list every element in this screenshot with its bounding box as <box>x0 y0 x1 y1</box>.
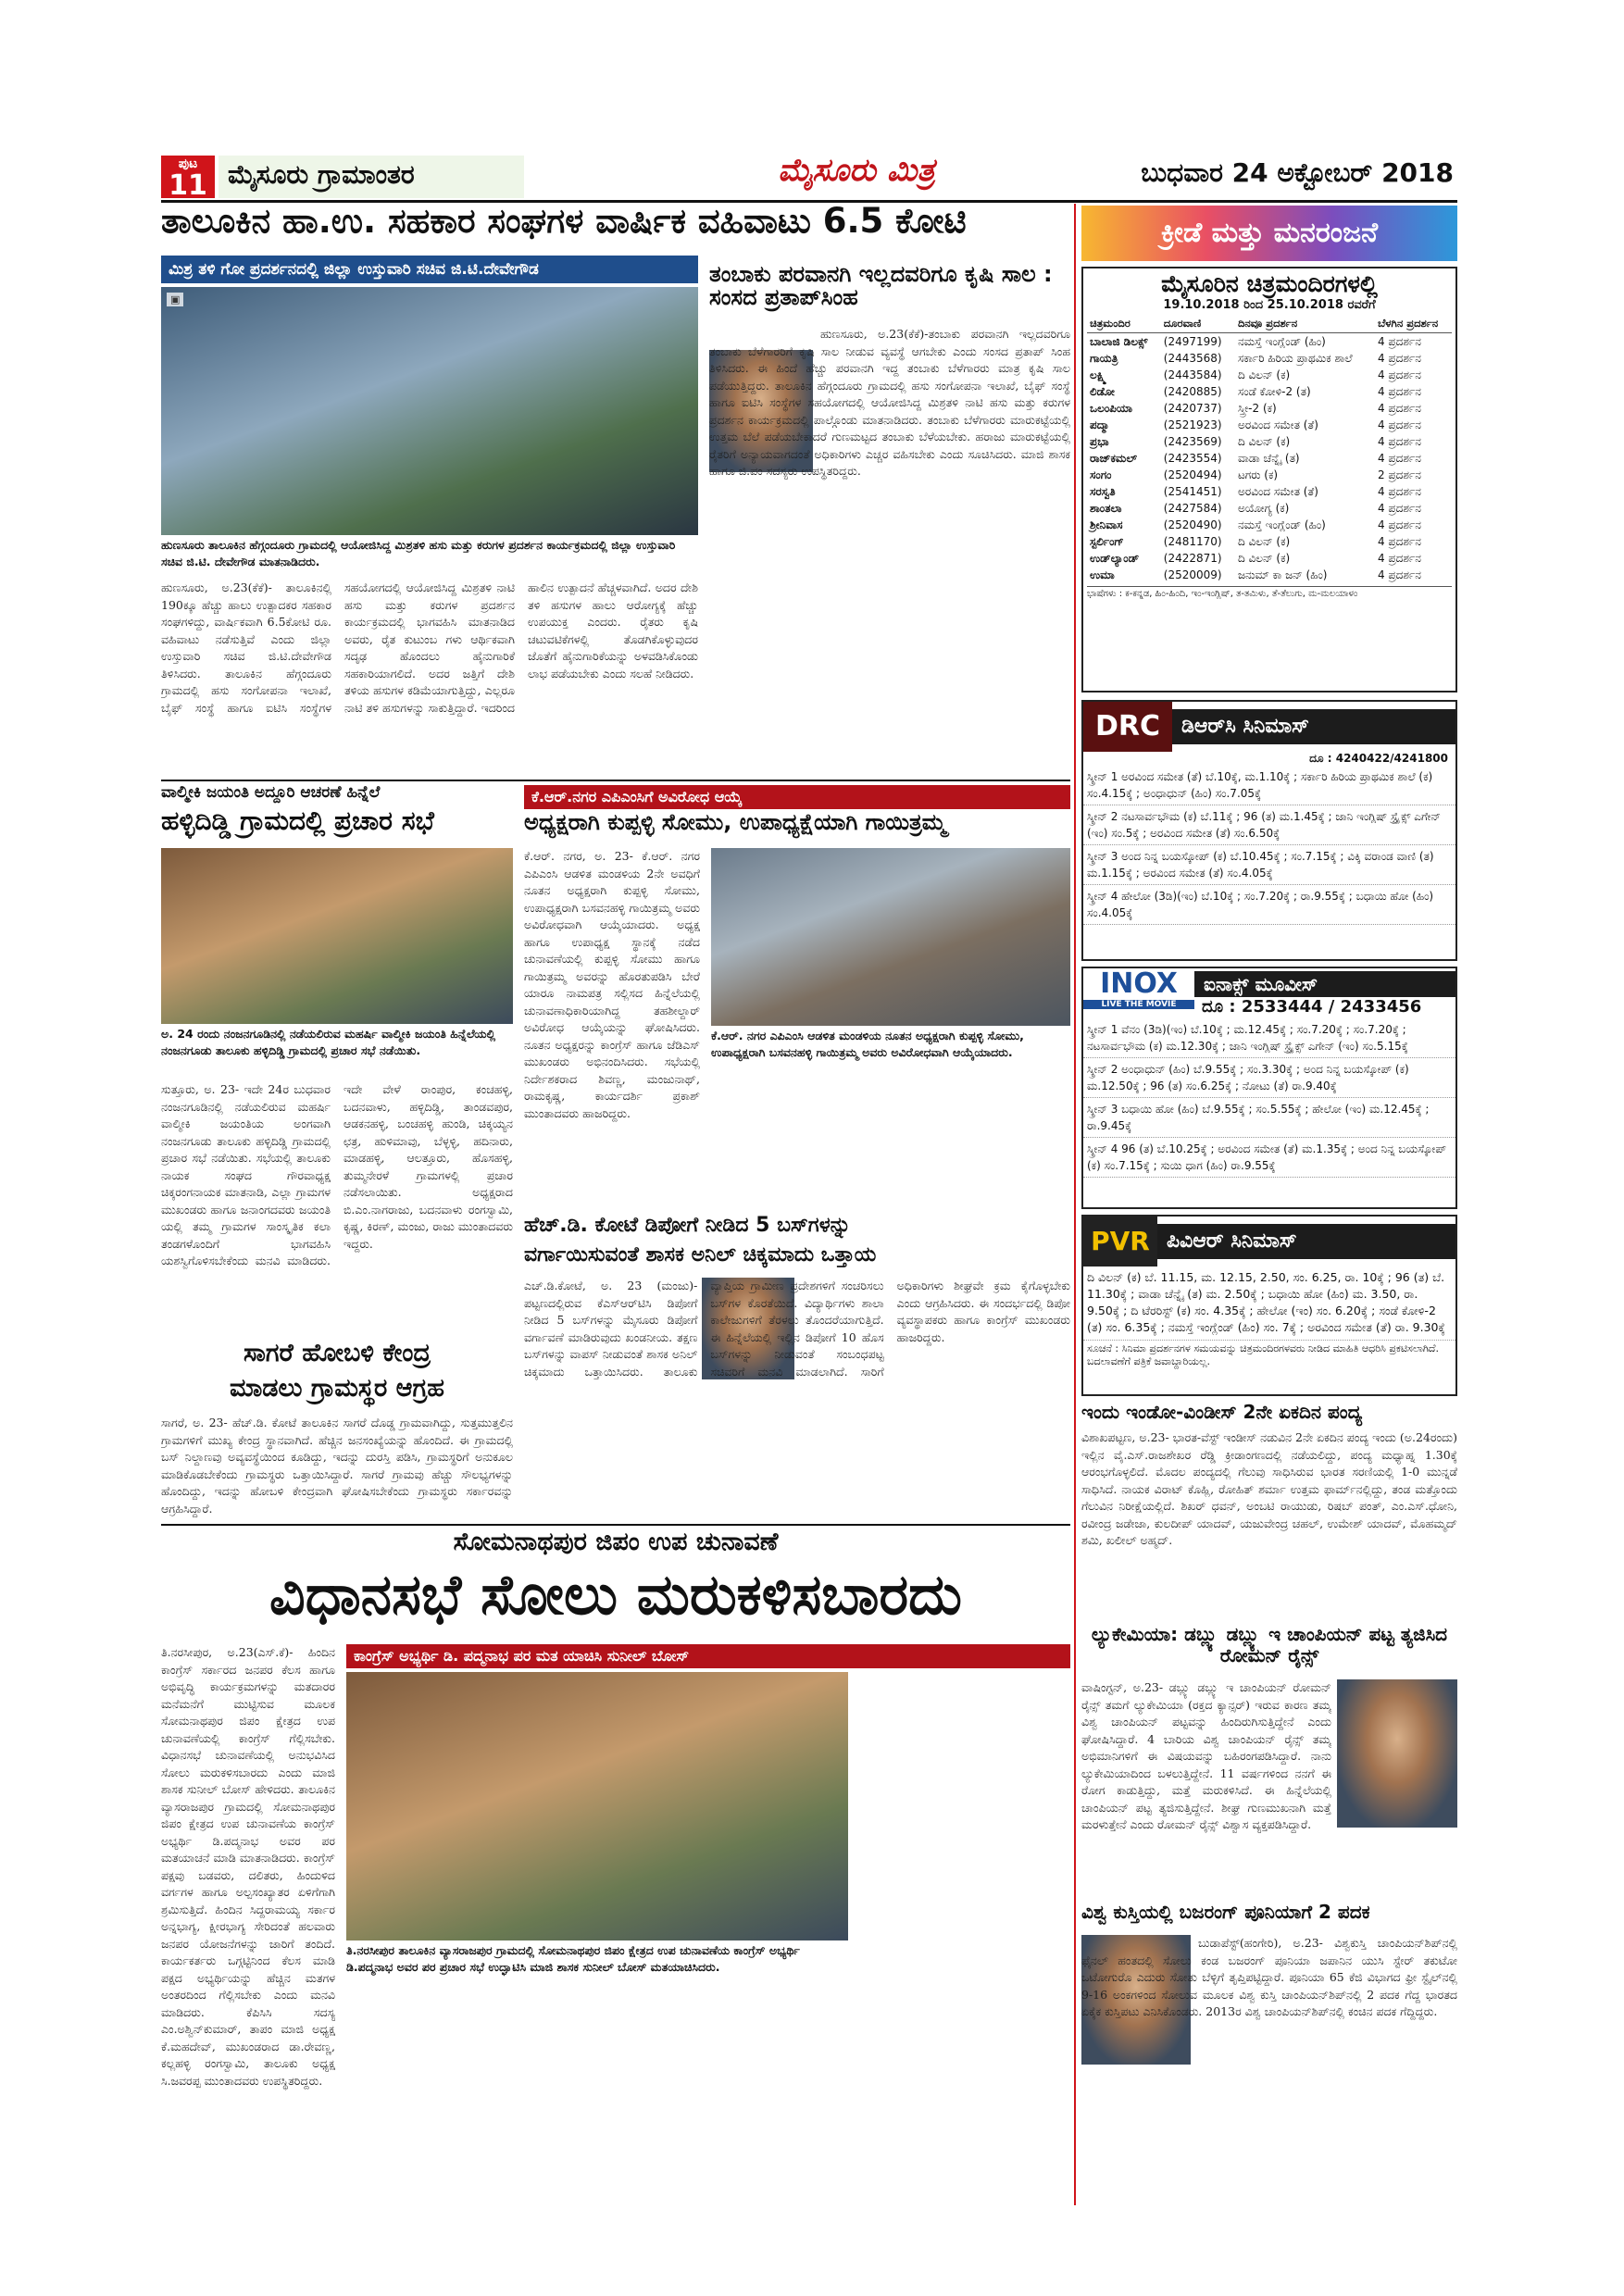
masthead-rule <box>161 200 1457 203</box>
theatre-name: ಲಕ್ಷ್ಮಿ <box>1090 368 1106 381</box>
inox-logo <box>1083 968 1194 1018</box>
theatre-name: ಶಾಂತಲಾ <box>1090 501 1122 515</box>
theatre-phone: (2541451) <box>1163 484 1222 498</box>
inox-movies <box>1081 967 1457 1209</box>
bypoll-kicker: ಸೋಮನಾಥಪುರ ಜಿಪಂ ಉಪ ಚುನಾವಣೆ <box>453 1529 779 1556</box>
show-count: 4 ಪ್ರದರ್ಶನ <box>1377 384 1421 398</box>
cinema-row <box>1087 433 1452 450</box>
cinema-table <box>1087 316 1452 582</box>
sports-banner: ಕ್ರೀಡೆ ಮತ್ತು ಮನರಂಜನೆ <box>1081 206 1457 261</box>
theatre-name: ಪದ್ಮಾ <box>1090 418 1110 431</box>
newspaper-logo: ಮೈಸೂರು ಮಿತ್ರ <box>778 152 935 189</box>
theatre-name: ಸ್ಟರ್ಲಿಂಗ್ <box>1090 534 1124 548</box>
show-count: 4 ಪ್ರದರ್ಶನ <box>1377 401 1421 415</box>
page-label: ಪುಟ <box>178 156 198 171</box>
krishi-headline: ತಂಬಾಕು ಪರವಾನಗಿ ಇಲ್ಲದವರಿಗೂ ಕೃಷಿ ಸಾಲ : ಸಂಸದ ಪ್ರತಾಪ್‌ಸಿಂಹ <box>709 263 1053 311</box>
theatre-phone: (2420737) <box>1163 401 1222 415</box>
inox-shows <box>1083 1018 1455 1178</box>
bypoll-body-bottom <box>346 2016 1070 2205</box>
show-count: 4 ಪ್ರದರ್ಶನ <box>1377 534 1421 548</box>
theatre-name: ಸಂಗಂ <box>1090 468 1112 481</box>
knagar-headline: ಅಧ್ಯಕ್ಷರಾಗಿ ಕುಪ್ಪಳ್ಳಿ ಸೋಮು, ಉಪಾಧ್ಯಕ್ಷೆಯಾಗಿ ಗಾಯಿತ್ರಮ್ಮ <box>524 811 946 835</box>
knagar-body: ಕೆ.ಆರ್. ನಗರ, ಅ. 23- ಕೆ.ಆರ್. ನಗರ ಎಪಿಎಂಸಿ ಆಡಳಿತ ಮಂಡಳಿಯ 2ನೇ ಅವಧಿಗೆ ನೂತನ ಅಧ್ಯಕ್ಷರಾಗಿ ಕುಪ್ಪಳ್ಳಿ ಸೋಮು, ಉಪಾಧ್ಯಕ್ಷರಾಗಿ ಬಸವನಹಳ್ಳಿ ಗಾಯಿತ್ರಮ್ಮ ಅವರು ಅವಿರೋಧವಾಗಿ ಆಯ್ಕೆಯಾದರು. ಅಧ್ಯಕ್ಷ ಹಾಗೂ ಉಪಾಧ್ಯಕ್ಷ ಸ್ಥಾನಕ್ಕೆ ನಡೆದ ಚುನಾವಣೆಯಲ್ಲಿ ಕುಪ್ಪಳ್ಳಿ ಸೋಮು ಹಾಗೂ ಗಾಯಿತ್ರಮ್ಮ ಅವರನ್ನು ಹೊರತುಪಡಿಸಿ ಬೇರೆ ಯಾರೂ ನಾಮಪತ್ರ ಸಲ್ಲಿಸದ ಹಿನ್ನೆಲೆಯಲ್ಲಿ ಚುನಾವಣಾಧಿಕಾರಿಯಾಗಿದ್ದ ತಹಶೀಲ್ದಾರ್ ಅವಿರೋಧ ಆಯ್ಕೆಯನ್ನು ಘೋಷಿಸಿದರು. ನೂತನ ಅಧ್ಯಕ್ಷರನ್ನು ಕಾಂಗ್ರೆಸ್ ಹಾಗೂ ಜೆಡಿಎಸ್ ಮುಖಂಡರು ಅಭಿನಂದಿಸಿದರು. ಸಭೆಯಲ್ಲಿ ನಿರ್ದೇಶಕರಾದ ಶಿವಣ್ಣ, ಮಂಜುನಾಥ್, ರಾಮಕೃಷ್ಣ, ಕಾರ್ಯದರ್ಶಿ ಪ್ರಕಾಶ್ ಮುಂತಾದವರು ಹಾಜರಿದ್ದರು. <box>524 849 700 1120</box>
col-phone: ದೂರವಾಣಿ <box>1161 316 1235 332</box>
column-divider <box>1074 204 1076 2205</box>
film-title: ವಾಡಾ ಚೆನ್ನೈ (ತ) <box>1237 451 1300 465</box>
bypoll-body: ತಿ.ನರಸೀಪುರ, ಅ.23(ಎಸ್.ಕೆ)- ಹಿಂದಿನ ಕಾಂಗ್ರೆಸ್ ಸರ್ಕಾರದ ಜನಪರ ಕೆಲಸ ಹಾಗೂ ಅಭಿವೃದ್ಧಿ ಕಾರ್ಯಕ್ರಮಗಳನ್ನು ಮತದಾರರ ಮನೆಮನೆಗೆ ಮುಟ್ಟಿಸುವ ಮೂಲಕ ಸೋಮನಾಥಪುರ ಜಿಪಂ ಕ್ಷೇತ್ರದ ಉಪ ಚುನಾವಣೆಯಲ್ಲಿ ಕಾಂಗ್ರೆಸ್ ಗೆಲ್ಲಿಸಬೇಕು. ವಿಧಾನಸಭೆ ಚುನಾವಣೆಯಲ್ಲಿ ಅನುಭವಿಸಿದ ಸೋಲು ಮರುಕಳಿಸಬಾರದು ಎಂದು ಮಾಜಿ ಶಾಸಕ ಸುನೀಲ್ ಬೋಸ್ ಹೇಳಿದರು. ತಾಲೂಕಿನ ವ್ಯಾಸರಾಜಪುರ ಗ್ರಾಮದಲ್ಲಿ ಸೋಮನಾಥಪುರ ಜಿಪಂ ಕ್ಷೇತ್ರದ ಉಪ ಚುನಾವಣೆಯ ಕಾಂಗ್ರೆಸ್ ಅಭ್ಯರ್ಥಿ ಡಿ.ಪದ್ಮನಾಭ ಅವರ ಪರ ಮತಯಾಚನೆ ಮಾಡಿ ಮಾತನಾಡಿದರು. ಕಾಂಗ್ರೆಸ್ ಪಕ್ಷವು ಬಡವರು, ದಲಿತರು, ಹಿಂದುಳಿದ ವರ್ಗಗಳ ಹಾಗೂ ಅಲ್ಪಸಂಖ್ಯಾತರ ಏಳಿಗೆಗಾಗಿ ಶ್ರಮಿಸುತ್ತಿದೆ. ಹಿಂದಿನ ಸಿದ್ದರಾಮಯ್ಯ ಸರ್ಕಾರ ಅನ್ನಭಾಗ್ಯ, ಕ್ಷೀರಭಾಗ್ಯ ಸೇರಿದಂತೆ ಹಲವಾರು ಜನಪರ ಯೋಜನೆಗಳನ್ನು ಜಾರಿಗೆ ತಂದಿದೆ. ಕಾರ್ಯಕರ್ತರು ಒಗ್ಗಟ್ಟಿನಿಂದ ಕೆಲಸ ಮಾಡಿ ಪಕ್ಷದ ಅಭ್ಯರ್ಥಿಯನ್ನು ಹೆಚ್ಚಿನ ಮತಗಳ ಅಂತರದಿಂದ ಗೆಲ್ಲಿಸಬೇಕು ಎಂದು ಮನವಿ ಮಾಡಿದರು. ಕೆಪಿಸಿಸಿ ಸದಸ್ಯ ಎಂ.ಅಶ್ವಿನ್‌ಕುಮಾರ್, ತಾಪಂ ಮಾಜಿ ಅಧ್ಯಕ್ಷ ಕೆ.ಮಹದೇವ್, ಮುಖಂಡರಾದ ಡಾ.ರೇವಣ್ಣ, ಕಲ್ಲಹಳ್ಳಿ ರಂಗಸ್ವಾಮಿ, ತಾಲೂಕು ಅಧ್ಯಕ್ಷ ಸಿ.ಜವರಪ್ಪ ಮುಂತಾದವರು ಉಪಸ್ಥಿತರಿದ್ದರು. <box>161 1645 335 2088</box>
photo-icon: ▣ <box>167 293 183 306</box>
section-title: ಮೈಸೂರು ಗ್ರಾಮಾಂತರ <box>219 156 524 198</box>
show-count: 4 ಪ್ರದರ್ಶನ <box>1377 568 1421 581</box>
bajrang-body: ಬುಡಾಪೆಸ್ಟ್(ಹಂಗೇರಿ), ಅ.23- ವಿಶ್ವಕುಸ್ತಿ ಚಾಂಪಿಯನ್‌ಶಿಪ್‌ನಲ್ಲಿ ಫೈನಲ್ ಹಂತದಲ್ಲಿ ಸೋಲು ಕಂಡ ಬಜರಂಗ್ ಪೂನಿಯಾ ಜಪಾನಿನ ಯುಸಿ ಸ್ಟೇರ್ ತಕುಟೋ ಒಟೋಗುರೊ ಎದುರು ಸೋತು ಬೆಳ್ಳಿಗೆ ತೃಪ್ತಿಪಟ್ಟಿದ್ದಾರೆ. ಪೂನಿಯಾ 65 ಕೆಜಿ ವಿಭಾಗದ ಫ್ರೀ ಸ್ಟೈಲ್‌ನಲ್ಲಿ 9-16 ಅಂಕಗಳಿಂದ ಸೋಲುವ ಮೂಲಕ ವಿಶ್ವ ಕುಸ್ತಿ ಚಾಂಪಿಯನ್‌ಶಿಪ್‌ನಲ್ಲಿ 2 ಪದಕ ಗೆದ್ದ ಭಾರತದ ಏಕೈಕ ಕುಸ್ತಿಪಟು ಎನಿಸಿಕೊಂಡರು. 2013ರ ವಿಶ್ವ ಚಾಂಪಿಯನ್‌ಶಿಪ್‌ನಲ್ಲಿ ಕಂಚಿನ ಪದಕ ಗೆದ್ದಿದ್ದರು. <box>1081 1936 1457 2018</box>
theatre-name: ರಾಜ್‌ಕಮಲ್ <box>1090 451 1138 465</box>
bypoll-caption: ತಿ.ನರಸೀಪುರ ತಾಲೂಕಿನ ವ್ಯಾಸರಾಜಪುರ ಗ್ರಾಮದಲ್ಲಿ ಸೋಮನಾಥಪುರ ಜಿಪಂ ಕ್ಷೇತ್ರದ ಉಪ ಚುನಾವಣೆಯ ಕಾಂಗ್ರೆಸ್ ಅಭ್ಯರ್ಥಿ ಡಿ.ಪದ್ಮನಾಭ ಅವರ ಪರ ಪ್ರಚಾರ ಸಭೆ ಉದ್ಘಾಟಿಸಿ ಮಾಜಿ ಶಾಸಕ ಸುನೀಲ್ ಬೋಸ್ ಮತಯಾಚಿಸಿದರು. <box>346 1943 800 1974</box>
pvr-note: ಸೂಚನೆ : ಸಿನಿಮಾ ಪ್ರದರ್ಶನಗಳ ಸಮಯವನ್ನು ಚಿತ್ರಮಂದಿರಗಳವರು ನೀಡಿದ ಮಾಹಿತಿ ಆಧರಿಸಿ ಪ್ರಕಟಿಸಲಾಗಿದೆ. ಬದಲಾವಣೆಗೆ ಪತ್ರಿಕೆ ಜವಾಬ್ದಾರಿಯಲ್ಲ. <box>1087 1341 1439 1367</box>
reigns-headline: ಲ್ಯುಕೇಮಿಯಾ: ಡಬ್ಲ್ಯು ಡಬ್ಲ್ಯು ಇ ಚಾಂಪಿಯನ್ ಪಟ್ಟ ತ್ಯಜಿಸಿದ ರೋಮನ್ ರೈನ್ಸ್ <box>1091 1624 1448 1666</box>
show-count: 4 ಪ್ರದರ್ಶನ <box>1377 418 1421 431</box>
show-count: 4 ಪ್ರದರ್ಶನ <box>1377 451 1421 465</box>
theatre-phone: (2443568) <box>1163 351 1222 365</box>
show-count: 4 ಪ್ರದರ್ಶನ <box>1377 351 1421 365</box>
inox-phone: ದೂ : 2533444 / 2433456 <box>1202 996 1422 1017</box>
lead-caption: ಹುಣಸೂರು ತಾಲೂಕಿನ ಹೆಗ್ಗಂದೂರು ಗ್ರಾಮದಲ್ಲಿ ಆಯೋಜಿಸಿದ್ದ ಮಿಶ್ರತಳಿ ಹಸು ಮತ್ತು ಕರುಗಳ ಪ್ರದರ್ಶನ ಕಾರ್ಯಕ್ರಮದಲ್ಲಿ ಜಿಲ್ಲಾ ಉಸ್ತುವಾರಿ ಸಚಿವ ಜಿ.ಟಿ. ದೇವೇಗೌಡ ಮಾತನಾಡಿದರು. <box>161 538 676 568</box>
show-count: 4 ಪ್ರದರ್ಶನ <box>1377 368 1421 381</box>
theatre-phone: (2423554) <box>1163 451 1222 465</box>
sagare-headline-2: ಮಾಡಲು ಗ್ರಾಮಸ್ಥರ ಆಗ್ರಹ <box>230 1376 444 1403</box>
cinema-row <box>1087 533 1452 550</box>
cinema-row <box>1087 332 1452 350</box>
cinema-row <box>1087 567 1452 583</box>
theatre-name: ಉಡ್‌ಲ್ಯಾಂಡ್ <box>1090 551 1140 565</box>
cinema-row <box>1087 417 1452 433</box>
col-film: ದಿನವೂ ಪ್ರದರ್ಶನ <box>1235 316 1375 332</box>
cinema-row <box>1087 450 1452 467</box>
theatre-phone: (2427584) <box>1163 501 1222 515</box>
divider-1 <box>161 780 1070 781</box>
theatre-phone: (2443584) <box>1163 368 1222 381</box>
valmiki-photo <box>161 848 513 1024</box>
cinema-row <box>1087 400 1452 417</box>
theatre-phone: (2420885) <box>1163 384 1222 398</box>
inox-name: ಐನಾಕ್ಸ್ ಮೂವೀಸ್ <box>1194 971 1455 997</box>
show-count: 4 ಪ್ರದರ್ಶನ <box>1377 334 1421 348</box>
odi-headline: ಇಂದು ಇಂಡೋ-ವಿಂಡೀಸ್ 2ನೇ ಏಕದಿನ ಪಂದ್ಯ <box>1081 1402 1363 1423</box>
film-title: ಅರವಿಂದ ಸಮೇತ (ತೆ) <box>1237 484 1318 498</box>
krishi-body: ಹುಣಸೂರು, ಅ.23(ಕೆಕೆ)-ತಂಬಾಕು ಪರವಾನಗಿ ಇಲ್ಲದವರಿಗೂ ತಂಬಾಕು ಬೆಳೆಗಾರರಿಗೆ ಕೃಷಿ ಸಾಲ ನೀಡುವ ವ್ಯವಸ್ಥೆ ಆಗಬೇಕು ಎಂದು ಸಂಸದ ಪ್ರತಾಪ್ ಸಿಂಹ ತಿಳಿಸಿದರು. ಈ ಹಿಂದೆ ಹೆಚ್ಚು ಪರವಾನಗಿ ಇದ್ದ ತಂಬಾಕು ಬೆಳೆಗಾರರು ಮಾತ್ರ ಕೃಷಿ ಸಾಲ ಪಡೆಯುತ್ತಿದ್ದರು. ತಾಲೂಕಿನ ಹೆಗ್ಗಂದೂರು ಗ್ರಾಮದಲ್ಲಿ ಹಸು ಸಂಗೋಪನಾ ಇಲಾಖೆ, ಬೈಫ್ ಸಂಸ್ಥೆ ಹಾಗೂ ಐಟಿಸಿ ಸಂಸ್ಥೆಗಳ ಸಹಯೋಗದಲ್ಲಿ ಆಯೋಜಿಸಿದ್ದ ಮಿಶ್ರತಳಿ ನಾಟಿ ಹಸು ಮತ್ತು ಕರುಗಳ ಪ್ರದರ್ಶನ ಕಾರ್ಯಕ್ರಮದಲ್ಲಿ ಪಾಲ್ಗೊಂಡು ಮಾತನಾಡಿದರು. ತಂಬಾಕು ಬೆಳೆಗಾರರು ಮಾರುಕಟ್ಟೆಯಲ್ಲಿ ಉತ್ತಮ ಬೆಲೆ ಪಡೆಯಬೇಕಾದರೆ ಗುಣಮಟ್ಟದ ತಂಬಾಕು ಬೆಳೆಯಬೇಕು. ಹರಾಜು ಮಾರುಕಟ್ಟೆಯಲ್ಲಿ ರೈತರಿಗೆ ಅನ್ಯಾಯವಾಗದಂತೆ ಅಧಿಕಾರಿಗಳು ಎಚ್ಚರ ವಹಿಸಬೇಕು ಎಂದು ಸೂಚಿಸಿದರು. ಮಾಜಿ ಶಾಸಕ ಹಾಗೂ ಜಿ.ಪಂ ಸದಸ್ಯರು ಉಪಸ್ಥಿತರಿದ್ದರು. <box>709 327 1070 478</box>
col-shows: ಬೆಳಗಿನ ಪ್ರದರ್ಶನ <box>1375 316 1452 332</box>
drc-screen-3: ಸ್ಕ್ರೀನ್ 3 ಅಂದ ನಿನ್ನ ಬಯಸ್ಕೋಪ್ (ಕ) ಬೆ.10.45ಕ್ಕೆ ; ಸಂ.7.15ಕ್ಕೆ ; ವಿಕ್ಕಿ ವರಾಂಡ ವಾಣಿ (ತ) ಮ.1.15ಕ್ಕೆ ; ಅರವಿಂದ ಸಮೇತ (ತೆ) ಸಂ.4.05ಕ್ಕೆ <box>1083 845 1455 885</box>
theatre-name: ಗಾಯತ್ರಿ <box>1090 351 1118 365</box>
theatre-name: ಲಿಡೋ <box>1090 384 1115 398</box>
bypoll-headline: ವಿಧಾನಸಭೆ ಸೋಲು ಮರುಕಳಿಸಬಾರದು <box>269 1566 962 1628</box>
bypoll-band: ಕಾಂಗ್ರೆಸ್ ಅಭ್ಯರ್ಥಿ ಡಿ. ಪದ್ಮನಾಭ ಪರ ಮತ ಯಾಚಿಸಿ ಸುನೀಲ್ ಬೋಸ್ <box>346 1644 1070 1668</box>
theatre-phone: (2520009) <box>1163 568 1222 581</box>
inox-screen-4: ಸ್ಕ್ರೀನ್ 4 96 (ತ) ಬೆ.10.25ಕ್ಕೆ ; ಅರವಿಂದ ಸಮೇತ (ತೆ) ಮ.1.35ಕ್ಕೆ ; ಅಂದ ನಿನ್ನ ಬಯಸ್ಕೋಪ್ (ಕ) ಸಂ.7.15ಕ್ಕೆ ; ಸುಯಿ ಧಾಗ (ಹಿಂ) ರಾ.9.55ಕ್ಕೆ <box>1083 1138 1455 1178</box>
show-count: 2 ಪ್ರದರ್ಶನ <box>1377 468 1421 481</box>
lead-headline: ತಾಲೂಕಿನ ಹಾ.ಉ. ಸಹಕಾರ ಸಂಘಗಳ ವಾರ್ಷಿಕ ವಹಿವಾಟು 6.5 ಕೋಟಿ <box>161 204 967 241</box>
show-count: 4 ಪ್ರದರ್ಶನ <box>1377 551 1421 565</box>
theatre-phone: (2481170) <box>1163 534 1222 548</box>
page-number-badge <box>161 156 215 198</box>
theatre-name: ಪ್ರಭಾ <box>1090 434 1109 448</box>
theatre-phone: (2422871) <box>1163 551 1222 565</box>
issue-date: ಬುಧವಾರ 24 ಅಕ್ಟೋಬರ್ 2018 <box>1141 157 1454 188</box>
drc-cinemas <box>1081 700 1457 961</box>
lead-band: ಮಿಶ್ರ ತಳಿ ಗೋ ಪ್ರದರ್ಶನದಲ್ಲಿ ಜಿಲ್ಲಾ ಉಸ್ತುವಾರಿ ಸಚಿವ ಜಿ.ಟಿ.ದೇವೇಗೌಡ <box>161 256 698 283</box>
show-count: 4 ಪ್ರದರ್ಶನ <box>1377 518 1421 531</box>
cinema-note: ಭಾಷೆಗಳು : ಕ-ಕನ್ನಡ, ಹಿಂ-ಹಿಂದಿ, ಇಂ-ಇಂಗ್ಲಿಷ್, ತ-ತಮಿಳು, ತೆ-ತೆಲುಗು, ಮ-ಮಲಯಾಳಂ <box>1087 586 1452 600</box>
valmiki-headline: ಹಳ್ಳಿದಿಡ್ಡಿ ಗ್ರಾಮದಲ್ಲಿ ಪ್ರಚಾರ ಸಭೆ <box>161 807 434 836</box>
pvr-name: ಪಿವಿಆರ್ ಸಿನಿಮಾಸ್ <box>1157 1224 1455 1259</box>
cinema-row <box>1087 383 1452 400</box>
knagar-photo <box>711 848 1070 1026</box>
cinema-row <box>1087 517 1452 533</box>
show-count: 4 ಪ್ರದರ್ಶನ <box>1377 484 1421 498</box>
lead-body: ಹುಣಸೂರು, ಅ.23(ಕೆಕೆ)- ತಾಲೂಕಿನಲ್ಲಿ 190ಕ್ಕೂ ಹೆಚ್ಚು ಹಾಲು ಉತ್ಪಾದಕರ ಸಹಕಾರ ಸಂಘಗಳಿದ್ದು, ವಾರ್ಷಿಕವಾಗಿ 6.5ಕೋಟಿ ರೂ. ವಹಿವಾಟು ನಡೆಸುತ್ತಿವೆ ಎಂದು ಜಿಲ್ಲಾ ಉಸ್ತುವಾರಿ ಸಚಿವ ಜಿ.ಟಿ.ದೇವೇಗೌಡ ತಿಳಿಸಿದರು. ತಾಲೂಕಿನ ಹೆಗ್ಗಂದೂರು ಗ್ರಾಮದಲ್ಲಿ ಹಸು ಸಂಗೋಪನಾ ಇಲಾಖೆ, ಬೈಫ್ ಸಂಸ್ಥೆ ಹಾಗೂ ಐಟಿಸಿ ಸಂಸ್ಥೆಗಳ ಸಹಯೋಗದಲ್ಲಿ ಆಯೋಜಿಸಿದ್ದ ಮಿಶ್ರತಳಿ ನಾಟಿ ಹಸು ಮತ್ತು ಕರುಗಳ ಪ್ರದರ್ಶನ ಕಾರ್ಯಕ್ರಮದಲ್ಲಿ ಭಾಗವಹಿಸಿ ಮಾತನಾಡಿದ ಅವರು, ರೈತ ಕುಟುಂಬ ಗಳು ಆರ್ಥಿಕವಾಗಿ ಸದೃಢ ಹೊಂದಲು ಹೈನುಗಾರಿಕೆ ಸಹಕಾರಿಯಾಗಲಿದೆ. ಅದರ ಜತ್ತಿಗೆ ದೇಶಿ ತಳಿಯ ಹಸುಗಳ ಕಡಿಮೆಯಾಗುತ್ತಿದ್ದು, ಎಲ್ಲರೂ ನಾಟಿ ತಳಿ ಹಸುಗಳನ್ನು ಸಾಕುತ್ತಿದ್ದಾರೆ. ಇದರಿಂದ ಹಾಲಿನ ಉತ್ಪಾದನೆ ಹೆಚ್ಚಳವಾಗಿದೆ. ಅದರ ದೇಶಿ ತಳಿ ಹಸುಗಳ ಹಾಲು ಆರೋಗ್ಯಕ್ಕೆ ಹೆಚ್ಚು ಉಪಯುಕ್ತ ಎಂದರು. ರೈತರು ಕೃಷಿ ಚಟುವಟಿಕೆಗಳಲ್ಲಿ ತೊಡಗಿಕೊಳ್ಳುವುದರ ಜೊತೆಗೆ ಹೈನುಗಾರಿಕೆಯನ್ನು ಅಳವಡಿಸಿಕೊಂಡು ಲಾಭ ಪಡೆಯಬೇಕು ಎಂದು ಸಲಹೆ ನೀಡಿದರು. <box>161 580 698 715</box>
inox-logo-text: INOX <box>1100 967 1178 1000</box>
theatre-name: ಒಲಂಪಿಯಾ <box>1090 401 1132 415</box>
cinema-table-header <box>1087 316 1452 332</box>
film-title: ಸರ್ಕಾರಿ ಹಿರಿಯ ಪ್ರಾಥಮಿಕ ಶಾಲೆ <box>1237 351 1353 365</box>
cinema-row <box>1087 350 1452 367</box>
pvr-logo: PVR <box>1083 1217 1157 1267</box>
pvr-cinemas <box>1081 1215 1457 1396</box>
bypoll-photo <box>346 1672 848 1940</box>
theatre-name: ಉಮಾ <box>1090 568 1115 581</box>
hdkote-body: ಎಚ್.ಡಿ.ಕೋಟೆ, ಅ. 23 (ಮಂಜು)- ಪಟ್ಟಣದಲ್ಲಿರುವ ಕೆಎಸ್‌ಆರ್‌ಟಿಸಿ ಡಿಪೋಗೆ ನೀಡಿದ 5 ಬಸ್‌ಗಳನ್ನು ಮೈಸೂರು ಡಿಪೋಗೆ ವರ್ಗಾವಣೆ ಮಾಡಿರುವುದು ಖಂಡನೀಯ. ತಕ್ಷಣ ಬಸ್‌ಗಳನ್ನು ವಾಪಸ್ ನೀಡುವಂತೆ ಶಾಸಕ ಅನಿಲ್ ಚಿಕ್ಕಮಾದು ಒತ್ತಾಯಿಸಿದರು. ತಾಲೂಕು ವ್ಯಾಪ್ತಿಯ ಗ್ರಾಮೀಣ ಪ್ರದೇಶಗಳಿಗೆ ಸಂಚರಿಸಲು ಬಸ್‌ಗಳ ಕೊರತೆಯಿದೆ. ವಿದ್ಯಾರ್ಥಿಗಳು ಶಾಲಾ ಕಾಲೇಜುಗಳಿಗೆ ತೆರಳಲು ತೊಂದರೆಯಾಗುತ್ತಿದೆ. ಈ ಹಿನ್ನೆಲೆಯಲ್ಲಿ ಇಲ್ಲಿನ ಡಿಪೋಗೆ 10 ಹೊಸ ಬಸ್‌ಗಳನ್ನು ನೀಡುವಂತೆ ಸಂಬಂಧಪಟ್ಟ ಸಚಿವರಿಗೆ ಮನವಿ ಮಾಡಲಾಗಿದೆ. ಸಾರಿಗೆ ಅಧಿಕಾರಿಗಳು ಶೀಘ್ರವೇ ಕ್ರಮ ಕೈಗೊಳ್ಳಬೇಕು ಎಂದು ಆಗ್ರಹಿಸಿದರು. ಈ ಸಂದರ್ಭದಲ್ಲಿ ಡಿಪೋ ವ್ಯವಸ್ಥಾಪಕರು ಹಾಗೂ ಕಾಂಗ್ರೆಸ್ ಮುಖಂಡರು ಹಾಜರಿದ್ದರು. <box>524 1279 1070 1379</box>
drc-screen-4: ಸ್ಕ್ರೀನ್ 4 ಹೇಲೋ (3ಡಿ)(ಇಂ) ಬೆ.10ಕ್ಕೆ ; ಸಂ.7.20ಕ್ಕೆ ; ರಾ.9.55ಕ್ಕೆ ; ಬಧಾಯಿ ಹೋ (ಹಿಂ) ಸಂ.4.05ಕ್ಕೆ <box>1083 885 1455 925</box>
pvr-shows: ದಿ ವಿಲನ್ (ಕ) ಬೆ. 11.15, ಮ. 12.15, 2.50, ಸಂ. 6.25, ರಾ. 10ಕ್ಕೆ ; 96 (ತ) ಬೆ. 11.30ಕ್ಕೆ ; ವಾಡಾ ಚೆನ್ನೈ (ತ) ಮ. 2.50ಕ್ಕೆ ; ಬಧಾಯಿ ಹೋ (ಹಿಂ) ಮ. 3.50, ರಾ. 9.50ಕ್ಕೆ ; ದಿ ಟೆರರಿಸ್ಟ್ (ಕ) ಸಂ. 4.35ಕ್ಕೆ ; ಹೇಲೋ (ಇಂ) ಸಂ. 6.20ಕ್ಕೆ ; ಸಂಡೆ ಕೋಳಿ-2 (ತ) ಸಂ. 6.35ಕ್ಕೆ ; ನಮಸ್ತೆ ಇಂಗ್ಲೆಂಡ್ (ಹಿಂ) ಸಂ. 7ಕ್ಕೆ ; ಅರವಿಂದ ಸಮೇತ (ತೆ) ರಾ. 9.30ಕ್ಕೆ <box>1083 1267 1455 1341</box>
theatre-phone: (2520494) <box>1163 468 1222 481</box>
divider-2 <box>161 1524 1070 1526</box>
theatre-phone: (2497199) <box>1163 334 1222 348</box>
col-theatre: ಚಿತ್ರಮಂದಿರ <box>1087 316 1161 332</box>
cinema-row <box>1087 550 1452 567</box>
film-title: ಸ್ತ್ರೀ-2 (ಕ) <box>1237 401 1277 415</box>
cinema-dates: 19.10.2018 ರಿಂದ 25.10.2018 ರವರೆಗೆ <box>1163 298 1376 313</box>
film-title: ದಿ ವಿಲನ್ (ಕ) <box>1237 368 1291 381</box>
roman-reigns-photo <box>1337 1679 1457 1828</box>
page-number: 11 <box>169 169 207 198</box>
theatre-phone: (2521923) <box>1163 418 1222 431</box>
film-title: ದಿ ವಿಲನ್ (ಕ) <box>1237 534 1291 548</box>
film-title: ಅರವಿಂದ ಸಮೇತ (ತೆ) <box>1237 418 1318 431</box>
drc-shows <box>1083 766 1455 925</box>
film-title: ದಿ ವಿಲನ್ (ಕ) <box>1237 434 1291 448</box>
valmiki-body: ಸುತ್ತೂರು, ಅ. 23- ಇದೇ 24ರ ಬುಧವಾರ ನಂಜನಗೂಡಿನಲ್ಲಿ ನಡೆಯಲಿರುವ ಮಹರ್ಷಿ ವಾಲ್ಮೀಕಿ ಜಯಂತಿಯ ಅಂಗವಾಗಿ ನಂಜನಗೂಡು ತಾಲೂಕು ಹಳ್ಳಿದಿಡ್ಡಿ ಗ್ರಾಮದಲ್ಲಿ ಪ್ರಚಾರ ಸಭೆ ನಡೆಯಿತು. ಸಭೆಯಲ್ಲಿ ತಾಲೂಕು ನಾಯಕ ಸಂಘದ ಗೌರವಾಧ್ಯಕ್ಷ ಚಿಕ್ಕರಂಗನಾಯಕ ಮಾತನಾಡಿ, ಎಲ್ಲಾ ಗ್ರಾಮಗಳ ಮುಖಂಡರು ಹಾಗೂ ಜನಾಂಗದವರು ಜಯಂತಿ ಯಲ್ಲಿ ತಮ್ಮ ಗ್ರಾಮಗಳ ಸಾಂಸ್ಕೃತಿಕ ಕಲಾ ತಂಡಗಳೊಂದಿಗೆ ಭಾಗವಹಿಸಿ ಯಶಸ್ವಿಗೊಳಿಸಬೇಕೆಂದು ಮನವಿ ಮಾಡಿದರು. ಇದೇ ವೇಳೆ ರಾಂಪುರ, ಕಂಚಹಳ್ಳಿ, ಬದನವಾಳು, ಹಳ್ಳಿದಿಡ್ಡಿ, ತಾಂಡವಪುರ, ಆಡಕನಹಳ್ಳಿ, ಬಂಚಹಳ್ಳಿ ಹುಂಡಿ, ಚಿಕ್ಕಯ್ಯನ ಛತ್ರ, ಹುಳಿಮಾವು, ಬೆಳ್ಳಳ್ಳಿ, ಹದಿನಾರು, ಮಾಡಹಳ್ಳಿ, ಆಲತ್ತೂರು, ಹೊಸಹಳ್ಳಿ, ತುಮ್ಮನೇರಳೆ ಗ್ರಾಮಗಳಲ್ಲಿ ಪ್ರಚಾರ ನಡೆಸಲಾಯಿತು. ಅಧ್ಯಕ್ಷರಾದ ಬಿ.ಎಂ.ನಾಗರಾಜು, ಬದನವಾಳು ರಂಗಸ್ವಾಮಿ, ಕೃಷ್ಣ, ಕಿರಣ್, ಮಂಜು, ರಾಜು ಮುಂತಾದವರು ಇದ್ದರು. <box>161 1082 513 1267</box>
knagar-caption: ಕೆ.ಆರ್. ನಗರ ಎಪಿಎಂಸಿ ಆಡಳಿತ ಮಂಡಳಿಯ ನೂತನ ಅಧ್ಯಕ್ಷರಾಗಿ ಕುಪ್ಪಳ್ಳಿ ಸೋಮು, ಉಪಾಧ್ಯಕ್ಷರಾಗಿ ಬಸವನಹಳ್ಳಿ ಗಾಯಿತ್ರಮ್ಮ ಅವರು ಅವಿರೋಧವಾಗಿ ಆಯ್ಕೆಯಾದರು. <box>711 1029 1024 1059</box>
bypoll-body-side <box>857 1672 1070 1940</box>
drc-logo: DRC <box>1083 702 1172 752</box>
valmiki-caption: ಅ. 24 ರಂದು ನಂಜನಗೂಡಿನಲ್ಲಿ ನಡೆಯಲಿರುವ ಮಹರ್ಷಿ ವಾಲ್ಮೀಕಿ ಜಯಂತಿ ಹಿನ್ನೆಲೆಯಲ್ಲಿ ನಂಜನಗೂಡು ತಾಲೂಕು ಹಳ್ಳಿದಿಡ್ಡಿ ಗ್ರಾಮದಲ್ಲಿ ಪ್ರಚಾರ ಸಭೆ ನಡೆಯಿತು. <box>161 1027 496 1057</box>
theatre-phone: (2423569) <box>1163 434 1222 448</box>
cinema-row <box>1087 467 1452 483</box>
sagare-body: ಸಾಗರೆ, ಅ. 23- ಹೆಚ್.ಡಿ. ಕೋಟೆ ತಾಲೂಕಿನ ಸಾಗರೆ ದೊಡ್ಡ ಗ್ರಾಮವಾಗಿದ್ದು, ಸುತ್ತಮುತ್ತಲಿನ ಗ್ರಾಮಗಳಿಗೆ ಮುಖ್ಯ ಕೇಂದ್ರ ಸ್ಥಾನವಾಗಿದೆ. ಹೆಚ್ಚಿನ ಜನಸಂಖ್ಯೆಯನ್ನು ಹೊಂದಿದೆ. ಈ ಗ್ರಾಮದಲ್ಲಿ ಬಸ್ ನಿಲ್ದಾಣವು ಅವ್ಯವಸ್ಥೆಯಿಂದ ಕೂಡಿದ್ದು, ಇದನ್ನು ದುರಸ್ತಿ ಪಡಿಸಿ, ಗ್ರಾಮಸ್ಥರಿಗೆ ಅನುಕೂಲ ಮಾಡಿಕೊಡಬೇಕೆಂದು ಗ್ರಾಮಸ್ಥರು ಒತ್ತಾಯಿಸಿದ್ದಾರೆ. ಸಾಗರೆ ಗ್ರಾಮವು ಹೆಚ್ಚು ಸೌಲಭ್ಯಗಳನ್ನು ಹೊಂದಿದ್ದು, ಇದನ್ನು ಹೋಬಳಿ ಕೇಂದ್ರವಾಗಿ ಘೋಷಿಸಬೇಕೆಂದು ಗ್ರಾಮಸ್ಥರು ಸರ್ಕಾರವನ್ನು ಆಗ್ರಹಿಸಿದ್ದಾರೆ. <box>161 1416 513 1516</box>
theatre-phone: (2520490) <box>1163 518 1222 531</box>
hdkote-headline-2: ವರ್ಗಾಯಿಸುವಂತೆ ಶಾಸಕ ಅನಿಲ್ ಚಿಕ್ಕಮಾದು ಒತ್ತಾಯ <box>524 1244 877 1267</box>
cinema-listing <box>1081 267 1457 693</box>
drc-name: ಡಿಆರ್‌ಸಿ ಸಿನಿಮಾಸ್ <box>1172 709 1455 744</box>
cinema-row <box>1087 500 1452 517</box>
odi-body: ವಿಶಾಖಪಟ್ಟಣ, ಅ.23- ಭಾರತ-ವೆಸ್ಟ್ ಇಂಡೀಸ್ ನಡುವಿನ 2ನೇ ಏಕದಿನ ಪಂದ್ಯ ಇಂದು (ಅ.24ರಂದು) ಇಲ್ಲಿನ ವೈ.ಎಸ್.ರಾಜಶೇಖರ ರೆಡ್ಡಿ ಕ್ರೀಡಾಂಗಣದಲ್ಲಿ ನಡೆಯಲಿದ್ದು, ಪಂದ್ಯ ಮಧ್ಯಾಹ್ನ 1.30ಕ್ಕೆ ಆರಂಭಗೊಳ್ಳಲಿದೆ. ಮೊದಲ ಪಂದ್ಯದಲ್ಲಿ ಗೆಲುವು ಸಾಧಿಸಿರುವ ಭಾರತ ಸರಣಿಯಲ್ಲಿ 1-0 ಮುನ್ನಡೆ ಸಾಧಿಸಿದೆ. ನಾಯಕ ವಿರಾಟ್ ಕೊಹ್ಲಿ, ರೋಹಿತ್ ಶರ್ಮಾ ಉತ್ತಮ ಫಾರ್ಮ್‌ನಲ್ಲಿದ್ದು, ತಂಡ ಮತ್ತೊಂದು ಗೆಲುವಿನ ನಿರೀಕ್ಷೆಯಲ್ಲಿದೆ. ಶಿಖರ್ ಧವನ್, ಅಂಬಟಿ ರಾಯುಡು, ರಿಷಬ್ ಪಂತ್, ಎಂ.ಎಸ್.ಧೋನಿ, ರವೀಂದ್ರ ಜಡೇಜಾ, ಕುಲದೀಪ್ ಯಾದವ್, ಯಜುವೇಂದ್ರ ಚಹಲ್, ಉಮೇಶ್ ಯಾದವ್, ಮೊಹಮ್ಮದ್ ಶಮಿ, ಖಲೀಲ್ ಅಹ್ಮದ್. <box>1081 1430 1457 1547</box>
film-title: ಅಯೋಗ್ಯ (ಕ) <box>1237 501 1290 515</box>
film-title: ದಿ ವಿಲನ್ (ಕ) <box>1237 551 1291 565</box>
film-title: ಟಗರು (ಕ) <box>1237 468 1279 481</box>
film-title: ಜನುಮ್ ಕಾ ಜನ್ (ಹಿಂ) <box>1237 568 1328 581</box>
theatre-name: ಶ್ರೀನಿವಾಸ <box>1090 518 1123 531</box>
inox-logo-sub: LIVE THE MOVIE <box>1083 1000 1194 1009</box>
hdkote-headline-1: ಹೆಚ್.ಡಿ. ಕೋಟೆ ಡಿಪೋಗೆ ನೀಡಿದ 5 ಬಸ್‌ಗಳನ್ನು <box>524 1215 851 1237</box>
valmiki-kicker: ವಾಲ್ಮೀಕಿ ಜಯಂತಿ ಅದ್ದೂರಿ ಆಚರಣೆ ಹಿನ್ನೆಲೆ <box>161 785 381 802</box>
inox-screen-3: ಸ್ಕ್ರೀನ್ 3 ಬಧಾಯಿ ಹೋ (ಹಿಂ) ಬೆ.9.55ಕ್ಕೆ ; ಸಂ.5.55ಕ್ಕೆ ; ಹೇಲೋ (ಇಂ) ಮ.12.45ಕ್ಕೆ ; ರಾ.9.45ಕ್ಕೆ <box>1083 1098 1455 1138</box>
reigns-body: ವಾಷಿಂಗ್ಟನ್, ಅ.23- ಡಬ್ಲ್ಯು ಡಬ್ಲ್ಯು ಇ ಚಾಂಪಿಯನ್ ರೋಮನ್ ರೈನ್ಸ್ ತಮಗೆ ಲ್ಯುಕೇಮಿಯಾ (ರಕ್ತದ ಕ್ಯಾನ್ಸರ್) ಇರುವ ಕಾರಣ ತಮ್ಮ ವಿಶ್ವ ಚಾಂಪಿಯನ್ ಪಟ್ಟವನ್ನು ಹಿಂದಿರುಗಿಸುತ್ತಿದ್ದೇನೆ ಎಂದು ಘೋಷಿಸಿದ್ದಾರೆ. 4 ಬಾರಿಯ ವಿಶ್ವ ಚಾಂಪಿಯನ್ ರೈನ್ಸ್ ತಮ್ಮ ಅಭಿಮಾನಿಗಳಿಗೆ ಈ ವಿಷಯವನ್ನು ಬಹಿರಂಗಪಡಿಸಿದ್ದಾರೆ. ನಾನು ಲ್ಯುಕೇಮಿಯಾದಿಂದ ಬಳಲುತ್ತಿದ್ದೇನೆ. 11 ವರ್ಷಗಳಿಂದ ನನಗೆ ಈ ರೋಗ ಕಾಡುತ್ತಿದ್ದು, ಮತ್ತೆ ಮರುಕಳಿಸಿದೆ. ಈ ಹಿನ್ನೆಲೆಯಲ್ಲಿ ಚಾಂಪಿಯನ್ ಪಟ್ಟ ತ್ಯಜಿಸುತ್ತಿದ್ದೇನೆ. ಶೀಘ್ರ ಗುಣಮುಖನಾಗಿ ಮತ್ತೆ ಮರಳುತ್ತೇನೆ ಎಂದು ರೋಮನ್ ರೈನ್ಸ್ ವಿಶ್ವಾಸ ವ್ಯಕ್ತಪಡಿಸಿದ್ದಾರೆ. <box>1081 1680 1331 1831</box>
cinema-title: ಮೈಸೂರಿನ ಚಿತ್ರಮಂದಿರಗಳಲ್ಲಿ <box>1161 270 1378 297</box>
cinema-row <box>1087 483 1452 500</box>
knagar-body-cont <box>711 1083 1070 1211</box>
theatre-name: ಬಾಲಾಜಿ ಡಿಲಕ್ಸ್ <box>1090 334 1148 348</box>
show-count: 4 ಪ್ರದರ್ಶನ <box>1377 501 1421 515</box>
bajrang-headline: ವಿಶ್ವ ಕುಸ್ತಿಯಲ್ಲಿ ಬಜರಂಗ್ ಪೂನಿಯಾಗೆ 2 ಪದಕ <box>1081 1902 1370 1923</box>
lead-photo <box>161 287 698 535</box>
sagare-headline-1: ಸಾಗರೆ ಹೋಬಳಿ ಕೇಂದ್ರ <box>243 1341 431 1367</box>
inox-screen-2: ಸ್ಕ್ರೀನ್ 2 ಅಂಧಾಧುನ್ (ಹಿಂ) ಬೆ.9.55ಕ್ಕೆ ; ಸಂ.3.30ಕ್ಕೆ ; ಅಂದ ನಿನ್ನ ಬಯಸ್ಕೋಪ್ (ಕ) ಮ.12.50ಕ್ಕೆ ; 96 (ತ) ಸಂ.6.25ಕ್ಕೆ ; ನೋಟು (ತೆ) ರಾ.9.40ಕ್ಕೆ <box>1083 1058 1455 1098</box>
theatre-name: ಸರಸ್ವತಿ <box>1090 484 1116 498</box>
drc-screen-2: ಸ್ಕ್ರೀನ್ 2 ನಟಸಾರ್ವಭೌಮ (ಕ) ಬೆ.11ಕ್ಕೆ ; 96 (ತ) ಮ.1.45ಕ್ಕೆ ; ಜಾನಿ ಇಂಗ್ಲಿಷ್ ಸ್ಟ್ರೈಕ್ಸ್ ಎಗೇನ್ (ಇಂ) ಸಂ.5ಕ್ಕೆ ; ಅರವಿಂದ ಸಮೇತ (ತೆ) ಸಂ.6.50ಕ್ಕೆ <box>1083 805 1455 845</box>
drc-phone: ದೂ : 4240422/4241800 <box>1309 752 1448 765</box>
cinema-row <box>1087 367 1452 383</box>
knagar-band: ಕೆ.ಆರ್.ನಗರ ಎಪಿಎಂಸಿಗೆ ಅವಿರೋಧ ಆಯ್ಕೆ <box>524 785 1070 809</box>
drc-screen-1: ಸ್ಕ್ರೀನ್ 1 ಅರವಿಂದ ಸಮೇತ (ತೆ) ಬೆ.10ಕ್ಕೆ, ಮ.1.10ಕ್ಕೆ ; ಸರ್ಕಾರಿ ಹಿರಿಯ ಪ್ರಾಥಮಿಕ ಶಾಲೆ (ಕ) ಸಂ.4.15ಕ್ಕೆ ; ಅಂಧಾಧುನ್ (ಹಿಂ) ಸಂ.7.05ಕ್ಕೆ <box>1083 766 1455 805</box>
inox-screen-1: ಸ್ಕ್ರೀನ್ 1 ವೆನಂ (3ಡಿ)(ಇಂ) ಬೆ.10ಕ್ಕೆ ; ಮ.12.45ಕ್ಕೆ ; ಸಂ.7.20ಕ್ಕೆ ; ಸಂ.7.20ಕ್ಕೆ ; ನಟಸಾರ್ವಭೌಮ (ಕ) ಮ.12.30ಕ್ಕೆ ; ಜಾನಿ ಇಂಗ್ಲಿಷ್ ಸ್ಟ್ರೈಕ್ಸ್ ಎಗೇನ್ (ಇಂ) ಸಂ.5.15ಕ್ಕೆ <box>1083 1018 1455 1058</box>
film-title: ನಮಸ್ತೆ ಇಂಗ್ಲೆಂಡ್ (ಹಿಂ) <box>1237 518 1326 531</box>
film-title: ಸಂಡೆ ಕೋಳಿ-2 (ತ) <box>1237 384 1311 398</box>
show-count: 4 ಪ್ರದರ್ಶನ <box>1377 434 1421 448</box>
film-title: ನಮಸ್ತೆ ಇಂಗ್ಲೆಂಡ್ (ಹಿಂ) <box>1237 334 1326 348</box>
